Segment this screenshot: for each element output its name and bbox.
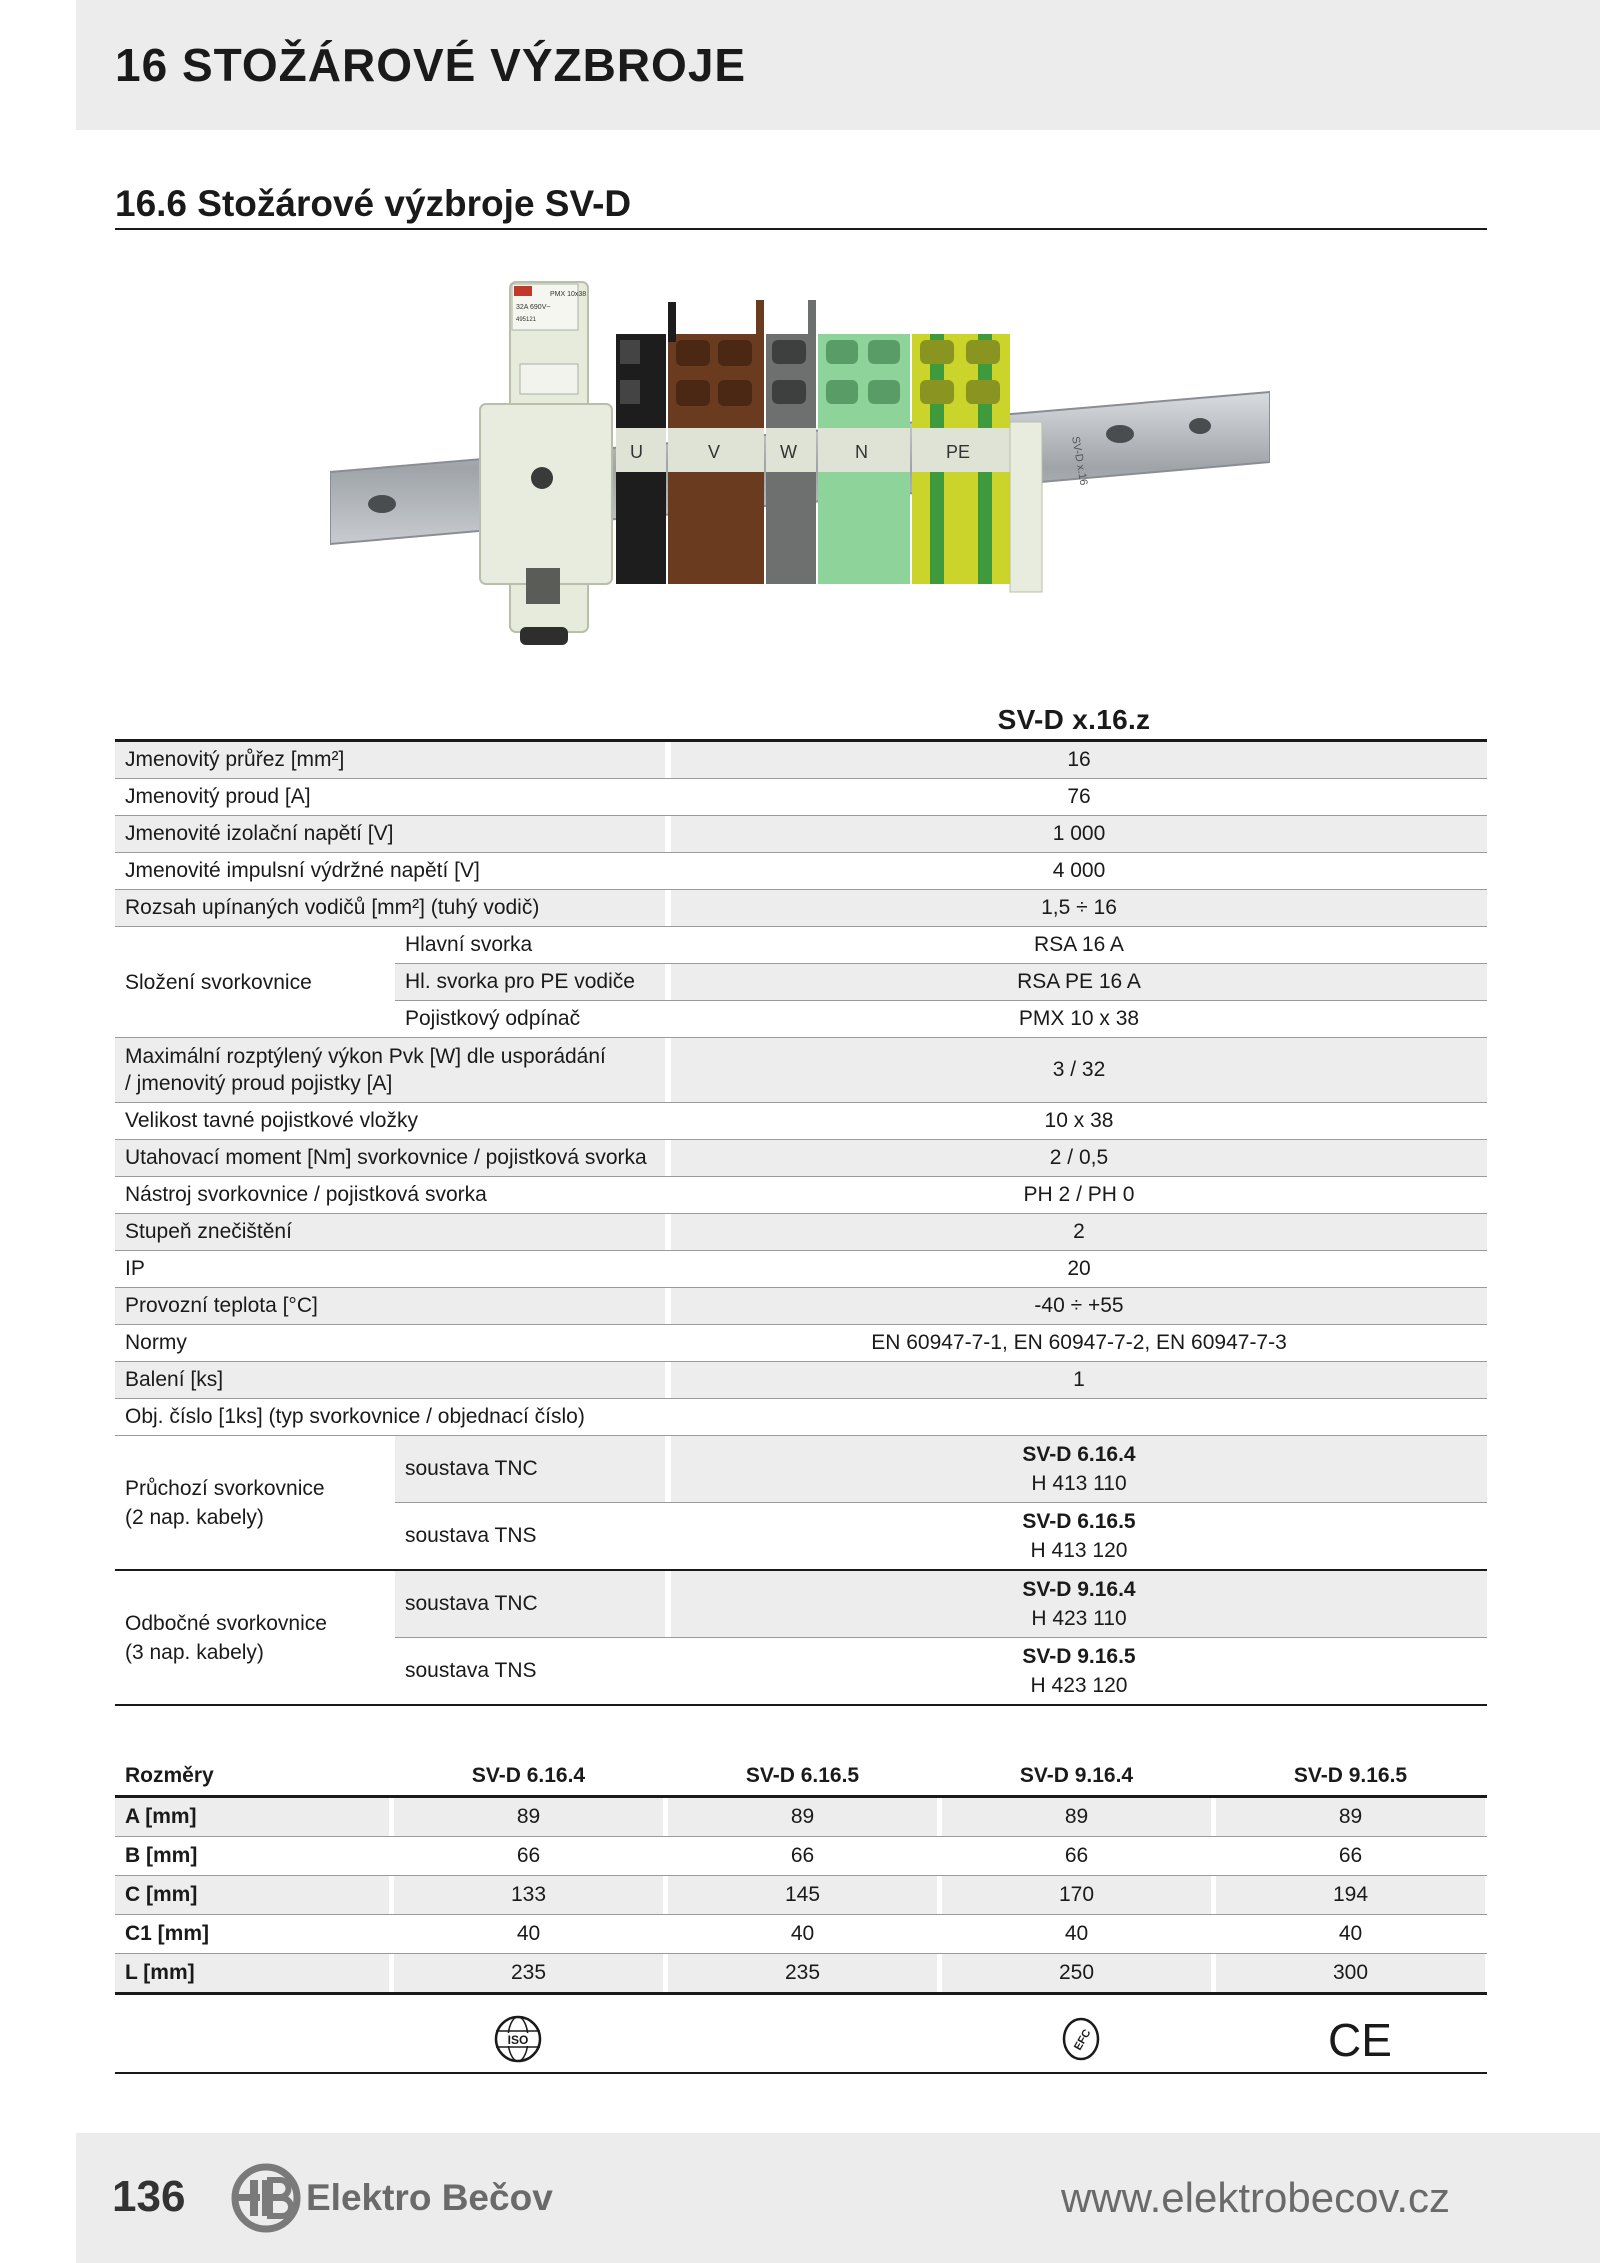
fuse-label-rating: 32A 690V~ xyxy=(516,304,551,311)
brand-logo-icon xyxy=(226,2158,316,2238)
composition-row xyxy=(395,927,1487,964)
dimension-label: B [mm] xyxy=(125,1844,198,1867)
rail-hole xyxy=(1189,418,1211,434)
spec-row xyxy=(115,779,1487,816)
composition-item-value: PMX 10 x 38 xyxy=(1018,1007,1140,1030)
spec-row xyxy=(115,1362,1487,1399)
spec-row xyxy=(115,1214,1487,1251)
composition-item-value: RSA PE 16 A xyxy=(671,964,1487,1000)
order-number: H 423 110 xyxy=(1031,1607,1127,1630)
order-code: SV-D 6.16.5 xyxy=(1022,1510,1136,1533)
composition-label: Složení svorkovnice xyxy=(125,970,312,994)
order-group-label-line1: Průchozí svorkovnice xyxy=(125,1476,325,1500)
terminal-label-v: V xyxy=(708,442,721,462)
order-heading-row xyxy=(115,1399,1487,1436)
rail-hole xyxy=(368,495,396,513)
spec-value: -40 ÷ +55 xyxy=(671,1288,1487,1324)
svg-text:CE: CE xyxy=(1328,2016,1392,2062)
dimension-value: 89 xyxy=(942,1798,1211,1836)
spec-row xyxy=(115,1325,1487,1362)
spec-value: 1,5 ÷ 16 xyxy=(671,890,1487,926)
order-system: soustava TNC xyxy=(395,1436,665,1502)
terminal-label-n: N xyxy=(855,442,868,462)
spec-value: EN 60947-7-1, EN 60947-7-2, EN 60947-7-3 xyxy=(871,1331,1287,1354)
fuse-label-code: 495121 xyxy=(516,317,537,323)
composition-item-label: Pojistkový odpínač xyxy=(405,1007,581,1030)
spec-value: PH 2 / PH 0 xyxy=(1023,1183,1135,1206)
spec-value: 76 xyxy=(1067,785,1091,808)
spec-row xyxy=(115,1177,1487,1214)
spec-label: Provozní teplota [°C] xyxy=(115,1288,665,1324)
composition-item-label: Hl. svorka pro PE vodiče xyxy=(395,964,665,1000)
spec-value: 2 / 0,5 xyxy=(671,1140,1487,1176)
dimension-value: 194 xyxy=(1216,1876,1485,1914)
dimensions-header xyxy=(115,1757,1487,1798)
dimension-value: 40 xyxy=(516,1922,541,1945)
website-link[interactable]: www.elektrobecov.cz xyxy=(1060,2174,1450,2221)
spec-label: Stupeň znečištění xyxy=(115,1214,665,1250)
dimension-value: 300 xyxy=(1216,1954,1485,1992)
order-group-through xyxy=(115,1436,1487,1571)
spec-label: IP xyxy=(125,1257,145,1280)
spec-row xyxy=(115,742,1487,779)
composition-row xyxy=(395,1001,1487,1037)
dimension-value: 89 xyxy=(1216,1798,1485,1836)
dimensions-row xyxy=(115,1798,1487,1837)
brand-name: Elektro Bečov xyxy=(306,2177,553,2218)
order-code: SV-D 6.16.4 xyxy=(1022,1443,1136,1466)
order-heading: Obj. číslo [1ks] (typ svorkovnice / objednací číslo) xyxy=(125,1405,585,1428)
dimensions-row xyxy=(115,1954,1487,1995)
dimension-value: 133 xyxy=(394,1876,663,1914)
dimension-value: 170 xyxy=(942,1876,1211,1914)
spec-value: 2 xyxy=(671,1214,1487,1250)
spec-value: 20 xyxy=(1067,1257,1091,1280)
order-row xyxy=(395,1638,1487,1704)
order-row xyxy=(395,1436,1487,1503)
dimension-value: 66 xyxy=(1064,1844,1089,1867)
rail-hole xyxy=(1106,425,1134,443)
composition-item-label: Hlavní svorka xyxy=(405,933,533,956)
terminal-label-w: W xyxy=(780,442,797,462)
section-rule xyxy=(115,228,1487,230)
spec-value: 4 000 xyxy=(1052,859,1106,882)
order-number: H 423 120 xyxy=(1030,1674,1128,1697)
spec-label: Balení [ks] xyxy=(115,1362,665,1398)
composition-group xyxy=(115,927,1487,1038)
power-loss-label-line1: Maximální rozptýlený výkon Pvk [W] dle usporádání xyxy=(125,1045,606,1068)
iso-icon xyxy=(493,2014,543,2064)
dimension-value: 235 xyxy=(668,1954,937,1992)
composition-item-value: RSA 16 A xyxy=(1034,933,1124,956)
fuse-screw xyxy=(531,467,553,489)
dimensions-row xyxy=(115,1915,1487,1954)
dimension-value: 66 xyxy=(1338,1844,1363,1867)
order-system: soustava TNS xyxy=(405,1659,537,1682)
spec-label: Nástroj svorkovnice / pojistková svorka xyxy=(125,1183,487,1206)
dimension-label: C1 [mm] xyxy=(125,1922,210,1945)
order-group-branch xyxy=(115,1571,1487,1706)
dimension-value: 66 xyxy=(516,1844,541,1867)
spec-value: 1 xyxy=(671,1362,1487,1398)
fuse-label-top: PMX 10x38 xyxy=(550,291,587,298)
spec-row xyxy=(115,1288,1487,1325)
dimension-label: C [mm] xyxy=(115,1876,389,1914)
order-system: soustava TNS xyxy=(405,1524,537,1547)
spec-value: 10 x 38 xyxy=(1044,1109,1114,1132)
spec-row xyxy=(115,1251,1487,1288)
order-group-label-line2: (2 nap. kabely) xyxy=(125,1505,264,1529)
spec-header xyxy=(115,697,1487,742)
dimension-value: 235 xyxy=(394,1954,663,1992)
dimensions-header-label: Rozměry xyxy=(125,1764,214,1787)
spec-row xyxy=(115,816,1487,853)
spec-label: Rozsah upínaných vodičů [mm²] (tuhý vodič) xyxy=(115,890,665,926)
dimension-value: 40 xyxy=(790,1922,815,1945)
dimensions-header-cell: SV-D 6.16.4 xyxy=(471,1764,586,1787)
spec-label: Jmenovitý průřez [mm²] xyxy=(115,742,665,778)
dimension-label: A [mm] xyxy=(115,1798,389,1836)
spec-value: 16 xyxy=(671,742,1487,778)
spec-label: Normy xyxy=(125,1331,187,1354)
svg-text:EFC: EFC xyxy=(1072,2027,1094,2053)
order-row xyxy=(395,1571,1487,1638)
dimension-value: 40 xyxy=(1064,1922,1089,1945)
chapter-title: 16 STOŽÁROVÉ VÝZBROJE xyxy=(115,39,747,91)
dimension-value: 66 xyxy=(790,1844,815,1867)
ce-icon xyxy=(1327,2016,1393,2062)
spec-row xyxy=(115,1140,1487,1177)
dimension-label: L [mm] xyxy=(115,1954,389,1992)
spec-value: 1 000 xyxy=(671,816,1487,852)
product-photo xyxy=(330,272,1270,672)
dimension-value: 89 xyxy=(668,1798,937,1836)
order-system: soustava TNC xyxy=(395,1571,665,1637)
spec-label: Jmenovité impulsní výdržné napětí [V] xyxy=(125,859,480,882)
dimensions-header-cell: SV-D 9.16.5 xyxy=(1293,1764,1408,1787)
spec-row xyxy=(115,890,1487,927)
spec-table xyxy=(115,697,1487,1706)
dimensions-header-cell: SV-D 9.16.4 xyxy=(1019,1764,1134,1787)
spec-row xyxy=(115,1103,1487,1140)
spec-label: Jmenovitý proud [A] xyxy=(125,785,311,808)
dimensions-row xyxy=(115,1876,1487,1915)
page-number: 136 xyxy=(112,2172,186,2221)
efc-icon xyxy=(1060,2016,1102,2062)
order-code: SV-D 9.16.4 xyxy=(1022,1578,1136,1601)
dimension-value: 89 xyxy=(394,1798,663,1836)
terminal-label-u: U xyxy=(630,442,643,462)
rail-text: SV-D x.16 xyxy=(1069,435,1090,487)
power-loss-value: 3 / 32 xyxy=(671,1038,1487,1102)
order-number: H 413 110 xyxy=(1031,1472,1127,1495)
order-group-label-line1: Odbočné svorkovnice xyxy=(125,1611,327,1635)
product-heading: SV-D x.16.z xyxy=(997,704,1151,735)
fuse-logo xyxy=(514,286,532,296)
order-row xyxy=(395,1503,1487,1569)
dimension-value: 250 xyxy=(942,1954,1211,1992)
spec-row xyxy=(115,853,1487,890)
svg-text:ISO: ISO xyxy=(507,2033,529,2047)
dimension-value: 145 xyxy=(668,1876,937,1914)
order-number: H 413 120 xyxy=(1030,1539,1128,1562)
dimensions-header-cell: SV-D 6.16.5 xyxy=(745,1764,860,1787)
spec-label: Jmenovité izolační napětí [V] xyxy=(115,816,665,852)
spec-label: Utahovací moment [Nm] svorkovnice / pojistková svorka xyxy=(115,1140,665,1176)
order-code: SV-D 9.16.5 xyxy=(1022,1645,1136,1668)
dimensions-table xyxy=(115,1757,1487,1995)
dimensions-row xyxy=(115,1837,1487,1876)
power-loss-label-line2: / jmenovitý proud pojistky [A] xyxy=(125,1072,393,1095)
terminal-label-pe: PE xyxy=(946,442,971,462)
dimension-value: 40 xyxy=(1338,1922,1363,1945)
order-group-label-line2: (3 nap. kabely) xyxy=(125,1640,264,1664)
section-title: 16.6 Stožárové výzbroje SV-D xyxy=(115,183,632,224)
certifications-row xyxy=(115,2006,1487,2074)
spec-row xyxy=(115,1038,1487,1103)
composition-row xyxy=(395,964,1487,1001)
spec-label: Velikost tavné pojistkové vložky xyxy=(125,1109,418,1132)
